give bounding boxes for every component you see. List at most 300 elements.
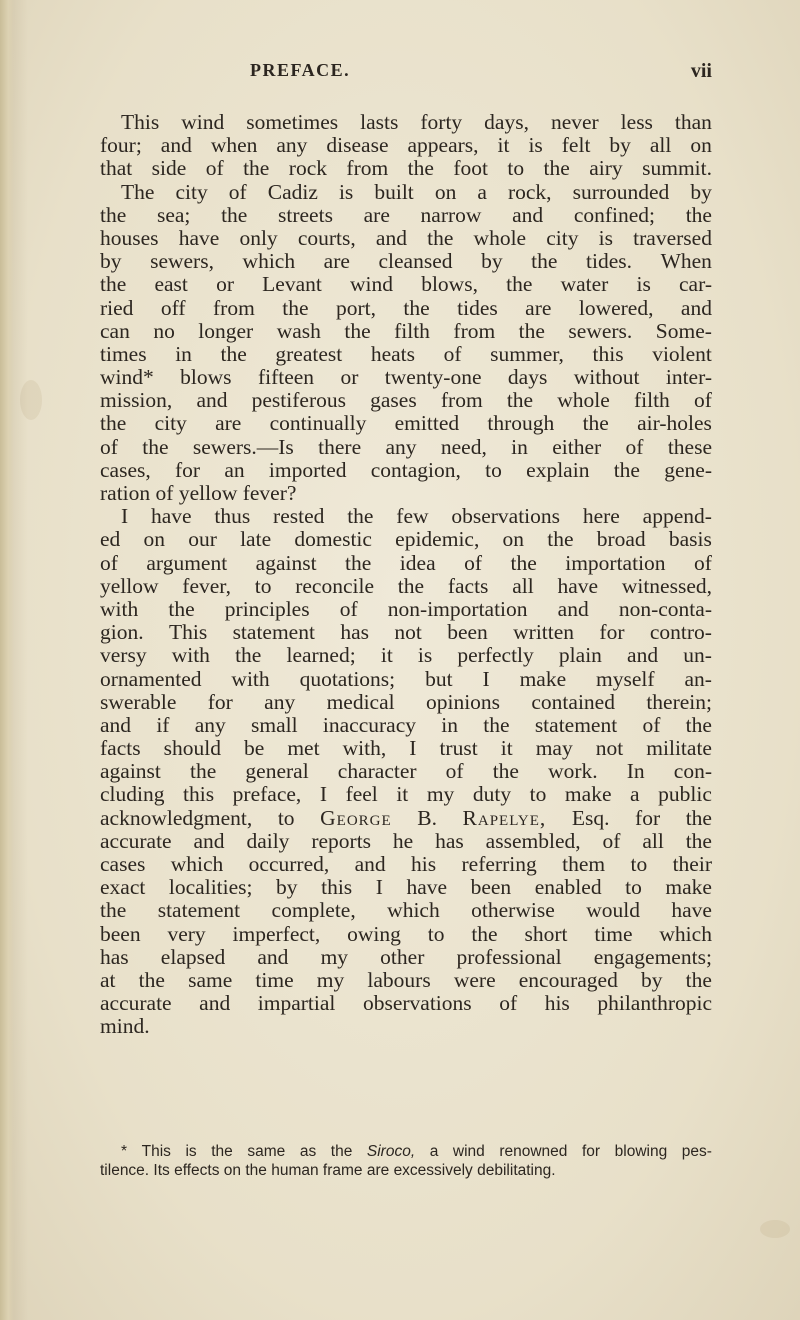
word: greatest	[275, 341, 343, 366]
word: wind	[452, 1143, 485, 1160]
word: are	[215, 411, 242, 436]
word: written	[513, 620, 575, 645]
word: time	[594, 921, 633, 946]
text-line	[100, 575, 712, 598]
word: Siroco,	[366, 1143, 416, 1160]
text-line	[100, 111, 712, 134]
word: by	[609, 133, 631, 158]
word: with,	[342, 736, 387, 761]
word: no	[153, 318, 175, 343]
word: importation	[565, 550, 666, 575]
word: inaccuracy	[322, 712, 416, 737]
word: in	[175, 341, 192, 366]
word: the	[243, 156, 270, 181]
footnote	[100, 1143, 712, 1180]
word: daily	[246, 828, 290, 853]
word: surrounded	[572, 179, 670, 204]
word: wind*	[100, 365, 154, 390]
word: in	[511, 434, 528, 459]
word: to	[529, 782, 547, 807]
word: the	[471, 921, 498, 946]
word: and	[680, 295, 712, 320]
word: streets	[278, 202, 333, 227]
word: filth	[394, 318, 430, 343]
word: and	[199, 991, 231, 1016]
word: can	[100, 318, 130, 343]
word: has	[340, 620, 369, 645]
text-line	[100, 923, 712, 946]
word: otherwise	[471, 898, 555, 923]
word: professional	[456, 944, 562, 969]
word: encouraged	[518, 967, 618, 992]
word: lowered,	[578, 295, 654, 320]
word: trust	[439, 736, 478, 761]
word: ornamented	[100, 666, 202, 691]
word: the	[506, 388, 534, 413]
word: longer	[198, 318, 254, 343]
word: make	[665, 875, 712, 900]
word: violent	[652, 341, 712, 366]
text-line	[100, 227, 712, 250]
word: these	[667, 434, 712, 459]
word: and	[627, 643, 659, 668]
word: which	[659, 921, 712, 946]
word: frame	[322, 1161, 367, 1179]
word: met	[287, 736, 320, 761]
word: were	[453, 967, 496, 992]
word: the	[345, 550, 372, 575]
word: city	[175, 179, 208, 204]
word: by	[481, 249, 503, 274]
word: sewers.	[568, 318, 633, 343]
word: impartial	[257, 991, 336, 1016]
word: gases	[370, 388, 417, 413]
word: and	[257, 944, 289, 969]
word: four;	[100, 133, 142, 158]
word: This	[121, 110, 160, 134]
word: my	[426, 782, 455, 807]
word: exact	[100, 875, 146, 900]
word: on	[223, 1161, 246, 1179]
word: filth	[633, 388, 670, 413]
word: emitted	[394, 411, 460, 436]
word: same	[247, 1143, 286, 1160]
word: for	[599, 620, 625, 645]
word: When	[660, 249, 712, 274]
word: the	[100, 272, 127, 297]
word: George	[320, 805, 392, 830]
word: the	[510, 550, 537, 575]
word: un-	[683, 643, 712, 668]
word: through	[487, 411, 555, 436]
word: continually	[269, 411, 367, 436]
word: the	[235, 643, 262, 668]
word: yellow	[100, 573, 159, 598]
word: plain	[558, 643, 602, 668]
word: there	[318, 434, 362, 459]
word: the	[427, 225, 454, 250]
word: all	[642, 828, 664, 853]
text-line	[100, 783, 712, 806]
word: statement	[232, 620, 315, 645]
word: effects	[174, 1161, 224, 1179]
word: of	[339, 596, 358, 621]
word: and	[354, 852, 386, 876]
word: the	[221, 202, 248, 227]
text-line	[100, 807, 712, 830]
word: the	[211, 1143, 233, 1160]
word: mind.	[100, 1014, 150, 1039]
word: Its	[153, 1161, 175, 1179]
word: or	[340, 365, 359, 390]
text-line	[100, 621, 712, 644]
text-line	[100, 157, 712, 180]
word: days,	[484, 110, 529, 134]
word: make	[519, 666, 567, 691]
word: human	[271, 1161, 323, 1179]
word: but	[425, 666, 453, 691]
word: non-importation	[387, 596, 528, 621]
word: a	[429, 1143, 439, 1160]
word: twenty-one	[384, 365, 482, 390]
word: all	[649, 133, 672, 158]
word: any	[385, 434, 417, 459]
word: on	[143, 527, 165, 552]
word: contagion,	[370, 457, 461, 482]
text-line	[100, 691, 712, 714]
word: to	[625, 875, 642, 900]
word: the	[220, 341, 247, 366]
word: than	[674, 110, 712, 134]
word: car-	[679, 272, 712, 297]
paper-stain	[20, 380, 42, 420]
word: wind	[181, 110, 225, 134]
word: the	[344, 318, 371, 343]
word: an-	[684, 666, 712, 691]
text-line	[100, 482, 712, 505]
word: imported	[268, 457, 347, 482]
word: general	[245, 759, 309, 784]
word: of	[100, 434, 118, 459]
word: city	[154, 411, 187, 436]
word: only	[239, 225, 278, 250]
text-line	[100, 250, 712, 273]
word: the	[100, 202, 127, 227]
word: preface,	[232, 782, 302, 807]
word: by	[100, 249, 122, 274]
word: my	[316, 967, 345, 992]
word: Levant	[262, 272, 322, 297]
word: cleansed	[378, 249, 453, 274]
running-head	[100, 60, 712, 90]
word: it	[497, 133, 510, 158]
text-line	[100, 436, 712, 459]
word: and	[557, 596, 589, 621]
word: I	[409, 736, 417, 761]
word: are	[525, 295, 552, 320]
text-line	[100, 946, 712, 969]
word: acknowledgment,	[100, 805, 253, 830]
word: very	[167, 921, 206, 946]
word: disease	[326, 133, 389, 158]
word: fifteen	[257, 365, 315, 390]
word: tides	[457, 295, 498, 320]
word: with	[171, 643, 210, 668]
word: blows,	[421, 272, 478, 297]
word: are	[363, 202, 390, 227]
word: his	[411, 852, 437, 876]
word: accurate	[100, 991, 172, 1016]
word: against	[100, 759, 161, 784]
word: foot	[453, 156, 488, 181]
word: that	[100, 156, 133, 181]
text-line	[100, 505, 712, 528]
text-line	[100, 668, 712, 691]
word: Some-	[655, 318, 712, 343]
word: a	[477, 179, 487, 204]
word: from	[213, 295, 255, 320]
word: facts	[100, 736, 141, 761]
word: reports	[311, 828, 372, 853]
word: the	[347, 504, 374, 529]
word: of	[642, 712, 661, 737]
word: or	[216, 272, 234, 297]
word: on	[690, 133, 712, 158]
text-line	[100, 134, 712, 157]
word: any	[276, 133, 308, 158]
word: the	[403, 295, 430, 320]
word: ration	[100, 481, 156, 505]
word: been	[447, 620, 488, 645]
word: append-	[642, 504, 712, 529]
text-line	[100, 969, 712, 992]
word: on	[502, 527, 525, 552]
word: the	[330, 1143, 353, 1160]
word: militate	[646, 736, 712, 761]
word: enabled	[534, 875, 602, 900]
word: to	[277, 805, 295, 830]
word: the	[168, 596, 195, 621]
word: opinions	[425, 689, 501, 714]
word: debilitating.	[477, 1161, 556, 1179]
word: thus	[214, 504, 251, 529]
word: facts	[447, 573, 489, 598]
word: by	[690, 179, 712, 204]
word: are	[323, 249, 350, 274]
word: less	[620, 110, 653, 134]
text-line	[100, 366, 712, 389]
paper-stain	[760, 1220, 790, 1238]
word: this	[183, 782, 215, 807]
word: of	[228, 179, 247, 204]
word: engagements;	[593, 944, 712, 969]
word: Cadiz	[267, 179, 318, 204]
word: when	[210, 133, 258, 158]
word: as	[299, 1143, 317, 1160]
word: from	[440, 388, 483, 413]
word: may	[535, 736, 573, 761]
word: gene-	[664, 457, 712, 482]
word: mission,	[100, 388, 173, 413]
text-line	[100, 1015, 712, 1038]
word: heats	[370, 341, 416, 366]
word: an	[224, 457, 245, 482]
word: is	[636, 272, 651, 297]
word: has	[435, 828, 464, 853]
word: myself	[596, 666, 655, 691]
word: witnessed,	[621, 573, 712, 598]
word: principles	[224, 596, 310, 621]
word: water	[560, 272, 609, 297]
word: would	[586, 898, 640, 923]
word: referring	[461, 852, 537, 876]
word: assembled,	[485, 828, 581, 853]
word: I	[375, 875, 383, 900]
word: are	[366, 1161, 394, 1179]
word: the	[582, 411, 609, 436]
word: the	[518, 318, 545, 343]
word: sewers.—Is	[192, 434, 294, 459]
word: my	[320, 944, 349, 969]
word: of	[464, 550, 482, 575]
word: the	[190, 759, 217, 784]
word: statement	[534, 712, 618, 737]
word: summer,	[490, 341, 564, 366]
text-line	[100, 830, 712, 853]
word: the	[492, 759, 519, 784]
word: the	[138, 967, 165, 992]
word: all	[512, 573, 534, 598]
word: have	[406, 875, 448, 900]
word: with	[231, 666, 270, 691]
word: for	[175, 457, 201, 482]
word: swerable	[100, 689, 177, 714]
word: narrow	[420, 202, 482, 227]
word: In	[626, 759, 645, 784]
word: of	[499, 991, 518, 1016]
word: by	[276, 875, 298, 900]
word: built	[374, 179, 414, 204]
word: airy	[589, 156, 623, 181]
word: have	[557, 573, 599, 598]
word: city	[546, 225, 579, 250]
word: renowned	[499, 1143, 568, 1160]
word: the	[100, 898, 127, 923]
word: the	[685, 805, 712, 830]
word: should	[163, 736, 221, 761]
word: either	[552, 434, 602, 459]
word: fever,	[182, 573, 231, 598]
word: if	[156, 712, 170, 737]
text-line	[100, 552, 712, 575]
word: east	[154, 272, 188, 297]
word: them	[562, 852, 606, 876]
text-line	[100, 899, 712, 922]
word: excessively	[393, 1161, 478, 1179]
word: accurate	[100, 828, 172, 853]
word: basis	[668, 527, 712, 552]
word: for	[581, 1143, 601, 1160]
word: need,	[440, 434, 487, 459]
word: summit.	[642, 156, 712, 181]
word: whole	[557, 388, 610, 413]
word: which	[170, 852, 224, 876]
word: without	[573, 365, 640, 390]
word: B.	[417, 805, 437, 830]
text-line	[100, 273, 712, 296]
word: the	[685, 202, 712, 227]
word: for	[207, 689, 233, 714]
word: which	[387, 898, 440, 923]
word: appears,	[407, 133, 479, 158]
word: houses	[100, 225, 159, 250]
word: therein;	[646, 689, 712, 714]
word: broad	[596, 527, 646, 552]
word: This	[141, 1143, 171, 1160]
word: which	[242, 249, 296, 274]
word: side	[151, 156, 187, 181]
word: of	[100, 550, 118, 575]
word: the	[282, 295, 309, 320]
text-line	[100, 389, 712, 412]
word: small	[251, 712, 298, 737]
word: and	[160, 133, 192, 158]
word: short	[524, 921, 568, 946]
word: have	[671, 898, 712, 923]
word: inter-	[665, 365, 712, 390]
word: ed	[100, 527, 121, 552]
body-text	[100, 111, 712, 1039]
word: the	[506, 272, 533, 297]
word: and	[193, 828, 225, 853]
word: the	[613, 457, 640, 482]
word: idea	[399, 550, 436, 575]
word: not	[595, 736, 624, 761]
word: with	[100, 596, 139, 621]
word: tides.	[586, 249, 633, 274]
running-head-title: PREFACE.	[250, 60, 351, 80]
word: rested	[273, 504, 325, 529]
word: the	[685, 967, 712, 992]
word: here	[582, 504, 620, 529]
word: few	[396, 504, 429, 529]
word: his	[544, 991, 570, 1016]
word: is	[417, 643, 433, 668]
word: reconcile	[295, 573, 375, 598]
word: from	[346, 156, 389, 181]
word: is	[598, 225, 613, 250]
word: sometimes	[246, 110, 339, 134]
word: argument	[146, 550, 228, 575]
word: perfectly	[457, 643, 534, 668]
word: wash	[276, 318, 321, 343]
word: observations	[451, 504, 561, 529]
word: late	[240, 527, 272, 552]
word: philanthropic	[597, 991, 712, 1016]
text-line	[100, 737, 712, 760]
word: to	[254, 573, 272, 598]
word: this	[321, 875, 353, 900]
word: pestiferous	[251, 388, 346, 413]
word: to	[485, 457, 502, 482]
word: pes-	[681, 1143, 712, 1160]
word: any	[194, 712, 226, 737]
word: work.	[548, 759, 598, 784]
word: observations	[362, 991, 472, 1016]
word: feel	[345, 782, 378, 807]
word: have	[178, 225, 220, 250]
word: and	[512, 202, 544, 227]
